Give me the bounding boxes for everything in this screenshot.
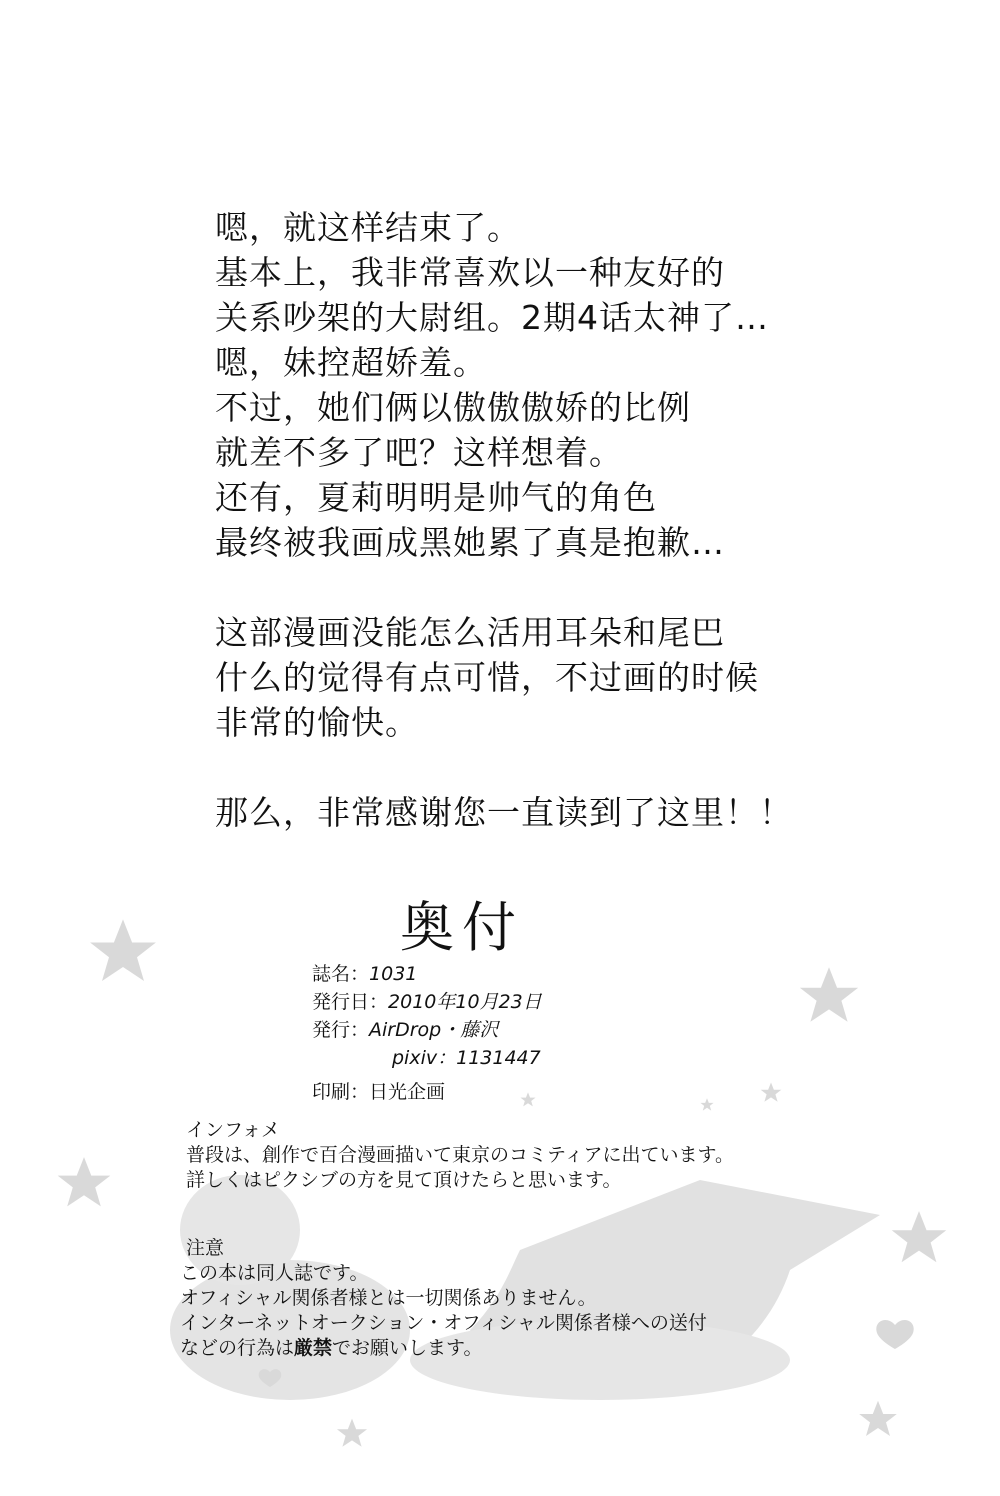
date-label: 発行日：: [312, 991, 389, 1013]
star-icon: [892, 1211, 947, 1262]
afterword-line: 什么的觉得有点可惜，不过画的时候: [215, 658, 759, 697]
notes-heading: 注意: [186, 1237, 225, 1259]
magazine-row: [312, 960, 542, 988]
afterword-line: 最终被我画成黑她累了真是抱歉…: [215, 523, 725, 562]
afterword-line: 那么，非常感谢您一直读到了这里！！: [215, 793, 793, 832]
info-section: [186, 1118, 734, 1193]
afterword-line: 嗯，就这样结束了。: [215, 208, 521, 247]
print-value: 日光企画: [369, 1081, 446, 1103]
notes-line: この本は同人誌です。: [180, 1262, 369, 1284]
publisher-label: 発行：: [312, 1019, 370, 1041]
print-label: 印刷：: [312, 1081, 370, 1103]
afterword-line: 就差不多了吧？这样想着。: [215, 433, 623, 472]
heart-icon: [876, 1320, 913, 1349]
magazine-value: 1031: [369, 963, 418, 985]
afterword-line: 不过，她们俩以傲傲傲娇的比例: [215, 388, 691, 427]
star-icon: [700, 1098, 713, 1110]
info-line: 普段は、創作で百合漫画描いて東京のコミティアに出ています。: [186, 1144, 734, 1166]
info-line: 詳しくはピクシブの方を見て頂けたらと思います。: [186, 1169, 622, 1191]
star-icon: [58, 1157, 111, 1206]
date-row: [312, 988, 542, 1016]
afterword-line: 还有，夏莉明明是帅气的角色: [215, 478, 657, 517]
pixiv-row: [312, 1044, 542, 1072]
publisher-row: [312, 1016, 542, 1044]
publisher-value: AirDrop・藤沢: [369, 1019, 499, 1041]
star-icon: [761, 1082, 782, 1101]
star-icon: [800, 967, 858, 1022]
afterword-line: 嗯，妹控超娇羞。: [215, 343, 487, 382]
magazine-label: 誌名：: [312, 963, 370, 985]
star-icon: [337, 1419, 367, 1447]
notes-section: [180, 1236, 707, 1361]
colophon-details: [312, 960, 542, 1106]
star-icon: [90, 919, 156, 981]
print-row: [312, 1078, 542, 1106]
afterword-line: 这部漫画没能怎么活用耳朵和尾巴: [215, 613, 725, 652]
star-icon: [859, 1401, 897, 1436]
notes-line-post: でお願いします。: [332, 1337, 483, 1359]
afterword-line: 基本上，我非常喜欢以一种友好的: [215, 253, 725, 292]
notes-strong: 厳禁: [294, 1337, 333, 1359]
notes-line: インターネットオークション・オフィシャル関係者様への送付: [180, 1312, 707, 1334]
afterword-line: 关系吵架的大尉组。2期4话太神了…: [215, 298, 769, 337]
notes-line: [180, 1336, 707, 1361]
info-heading: インフォメ: [186, 1119, 281, 1141]
colophon-title: 奥付: [400, 896, 524, 959]
date-value: 2010年10月23日: [388, 991, 542, 1013]
paragraph-gap: [215, 565, 835, 610]
afterword-text: [215, 205, 835, 835]
notes-line-pre: などの行為は: [180, 1337, 295, 1359]
afterword-line: 非常的愉快。: [215, 703, 419, 742]
notes-line: オフィシャル関係者様とは一切関係ありません。: [180, 1287, 597, 1309]
pixiv-value: pixiv：1131447: [392, 1047, 541, 1069]
paragraph-gap: [215, 745, 835, 790]
